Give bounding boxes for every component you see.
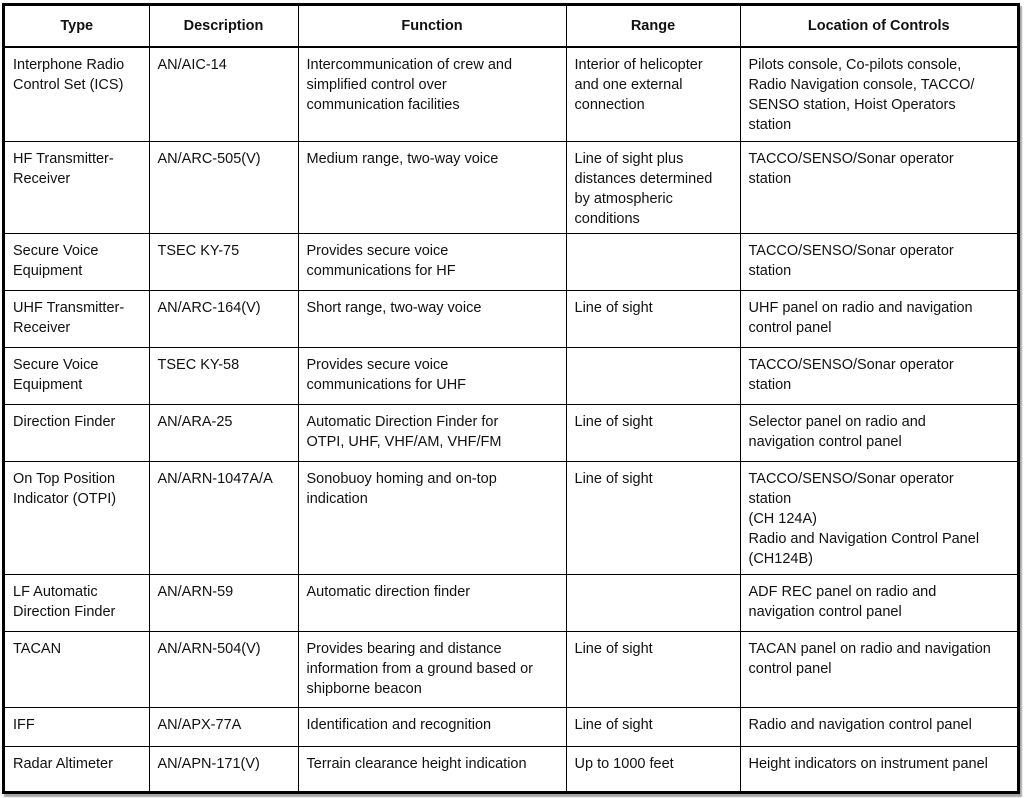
cell-type: On Top Position Indicator (OTPI) (5, 461, 149, 574)
cell-description: AN/AIC-14 (149, 47, 298, 141)
cell-description: AN/ARC-164(V) (149, 290, 298, 347)
cell-location: Selector panel on radio and navigation control panel (740, 404, 1017, 461)
cell-function: Terrain clearance height indication (298, 746, 566, 791)
cell-function: Sonobuoy homing and on-top indication (298, 461, 566, 574)
cell-description: AN/ARC-505(V) (149, 141, 298, 233)
cell-type: Direction Finder (5, 404, 149, 461)
cell-function: Automatic direction finder (298, 574, 566, 631)
cell-range: Line of sight (566, 631, 740, 707)
cell-function: Provides secure voice communications for HF (298, 233, 566, 290)
cell-description: AN/APX-77A (149, 707, 298, 746)
cell-description: TSEC KY-58 (149, 347, 298, 404)
cell-range (566, 233, 740, 290)
cell-type: UHF Transmitter- Receiver (5, 290, 149, 347)
table-row (5, 233, 1017, 290)
table-row (5, 746, 1017, 791)
cell-location: TACCO/SENSO/Sonar operator station (740, 141, 1017, 233)
cell-description: AN/ARN-504(V) (149, 631, 298, 707)
cell-location: ADF REC panel on radio and navigation control panel (740, 574, 1017, 631)
cell-location: TACCO/SENSO/Sonar operator station (740, 347, 1017, 404)
cell-function: Provides bearing and distance information from a ground based or shipborne beacon (298, 631, 566, 707)
cell-function: Automatic Direction Finder for OTPI, UHF, VHF/AM, VHF/FM (298, 404, 566, 461)
table-row (5, 404, 1017, 461)
cell-range: Interior of helicopter and one external connection (566, 47, 740, 141)
cell-range: Line of sight plus distances determined by atmospheric conditions (566, 141, 740, 233)
cell-type: Secure Voice Equipment (5, 347, 149, 404)
cell-function: Identification and recognition (298, 707, 566, 746)
cell-description: TSEC KY-75 (149, 233, 298, 290)
header-location-of-controls: Location of Controls (740, 6, 1017, 47)
header-range: Range (566, 6, 740, 47)
cell-type: IFF (5, 707, 149, 746)
cell-location: TACCO/SENSO/Sonar operator station (740, 233, 1017, 290)
cell-description: AN/ARN-59 (149, 574, 298, 631)
cell-function: Provides secure voice communications for UHF (298, 347, 566, 404)
table-row (5, 574, 1017, 631)
cell-description: AN/ARN-1047A/A (149, 461, 298, 574)
table-header-row (5, 6, 1017, 47)
cell-range: Line of sight (566, 707, 740, 746)
cell-location: UHF panel on radio and navigation control panel (740, 290, 1017, 347)
cell-location: Radio and navigation control panel (740, 707, 1017, 746)
header-description: Description (149, 6, 298, 47)
cell-type: HF Transmitter- Receiver (5, 141, 149, 233)
cell-function: Medium range, two-way voice (298, 141, 566, 233)
cell-type: Radar Altimeter (5, 746, 149, 791)
communication-navigation-equipment-table (5, 6, 1017, 791)
cell-description: AN/ARA-25 (149, 404, 298, 461)
table-row (5, 631, 1017, 707)
cell-range (566, 347, 740, 404)
cell-location: Pilots console, Co-pilots console, Radio Navigation console, TACCO/ SENSO station, Hoist Operators station (740, 47, 1017, 141)
cell-location: Height indicators on instrument panel (740, 746, 1017, 791)
table-row (5, 461, 1017, 574)
cell-function: Intercommunication of crew and simplified control over communication facilities (298, 47, 566, 141)
header-type: Type (5, 6, 149, 47)
cell-range: Line of sight (566, 404, 740, 461)
table-row (5, 707, 1017, 746)
cell-type: Secure Voice Equipment (5, 233, 149, 290)
cell-type: LF Automatic Direction Finder (5, 574, 149, 631)
cell-location: TACAN panel on radio and navigation control panel (740, 631, 1017, 707)
cell-description: AN/APN-171(V) (149, 746, 298, 791)
table-row (5, 347, 1017, 404)
equipment-table-frame (2, 3, 1020, 794)
cell-range: Line of sight (566, 461, 740, 574)
cell-function: Short range, two-way voice (298, 290, 566, 347)
cell-type: TACAN (5, 631, 149, 707)
cell-type: Interphone Radio Control Set (ICS) (5, 47, 149, 141)
cell-range: Line of sight (566, 290, 740, 347)
header-function: Function (298, 6, 566, 47)
cell-range (566, 574, 740, 631)
cell-location: TACCO/SENSO/Sonar operator station (CH 124A) Radio and Navigation Control Panel (CH124B) (740, 461, 1017, 574)
table-row (5, 290, 1017, 347)
table-row (5, 141, 1017, 233)
cell-range: Up to 1000 feet (566, 746, 740, 791)
table-row (5, 47, 1017, 141)
